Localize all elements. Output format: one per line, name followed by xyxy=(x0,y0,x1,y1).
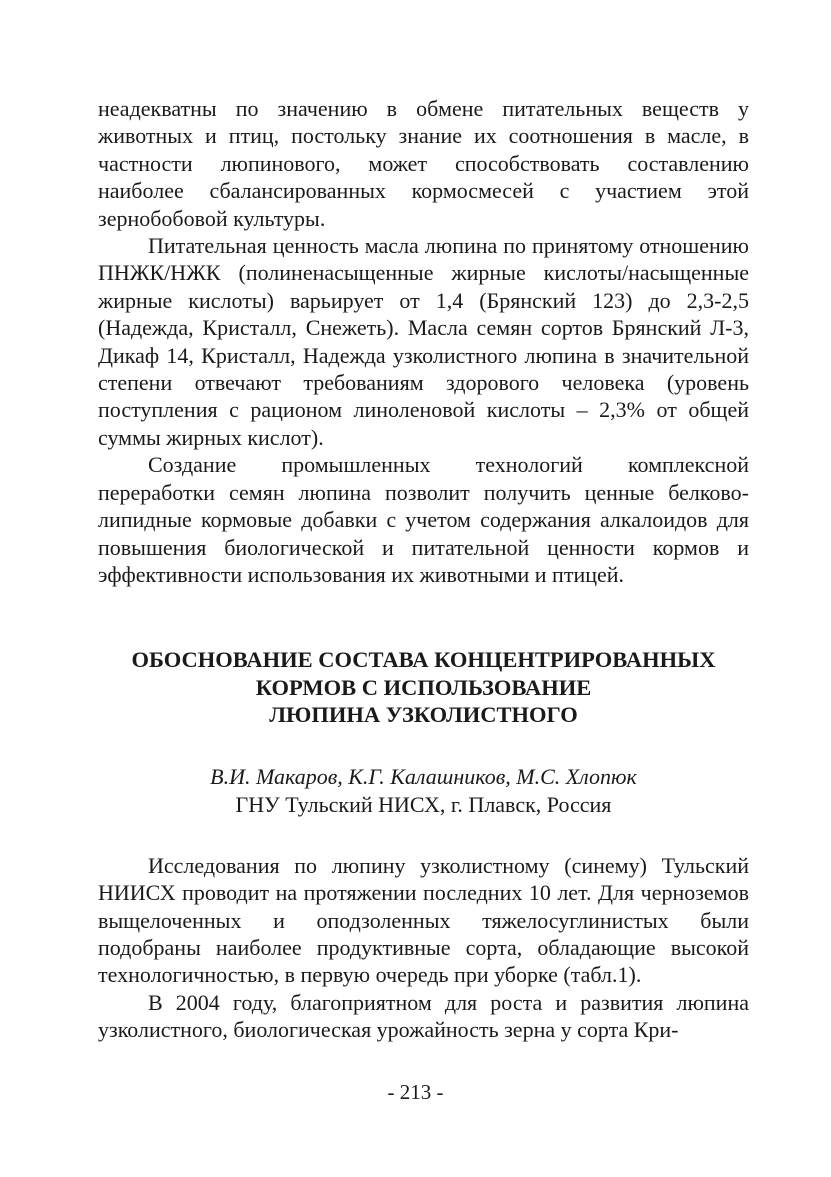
title-line-3: ЛЮПИНА УЗКОЛИСТНОГО xyxy=(269,702,578,728)
page-content xyxy=(98,95,749,1044)
affiliation: ГНУ Тульский НИСХ, г. Плавск, Россия xyxy=(235,791,612,817)
title-line-2: КОРМОВ С ИСПОЛЬЗОВАНИЕ xyxy=(255,674,592,700)
paragraph-research: Исследования по люпину узколистному (синему) Тульский НИИСХ проводит на протяжении последних 10 лет. Для черноземов выщелоченных и оподзоленных тяжелосуглинистых были подобраны наиболее продуктивные сорта, обладающие высокой технологичностью, в первую очередь при уборке (табл.1). xyxy=(98,852,749,988)
paragraph-2004-year: В 2004 году, благоприятном для роста и развития люпина узколистного, биологическая урожайность зерна у сорта Кри- xyxy=(98,989,749,1043)
paragraph-continuation: неадекватны по значению в обмене питательных веществ у животных и птиц, постольку знание их соотношения в масле, в частности люпинового, может способствовать составлению наиболее сбалансированных кормосмесей с участием этой зернобобовой культуры. xyxy=(98,96,749,231)
article-title xyxy=(98,646,749,729)
paragraph-nutritional-value: Питательная ценность масла люпина по принятому отношению ПНЖК/НЖК (полиненасыщенные жирные кислоты/насыщенные жирные кислоты) варьирует от 1,4 (Брянский 123) до 2,3-2,5 (Надежда, Кристалл, Снежеть). Масла семян сортов Брянский Л-3, Дикаф 14, Кристалл, Надежда узколистного люпина в значительной степени отвечают требованиям здорового человека (уровень поступления с рационом линоленовой кислоты – 2,3% от общей суммы жирных кислот). xyxy=(98,233,749,450)
authors: В.И. Макаров, К.Г. Калашников, М.С. Хлопюк xyxy=(210,763,637,789)
title-line-1: ОБОСНОВАНИЕ СОСТАВА КОНЦЕНТРИРОВАННЫХ xyxy=(131,647,716,673)
page-number: - 213 - xyxy=(387,1080,444,1104)
paragraph-industrial-technologies: Создание промышленных технологий комплексной переработки семян люпина позволит получить ценные белково-липидные кормовые добавки с учетом содержания алкалоидов для повышения биологической и питательной ценности кормов и эффективности использования их животными и птицей. xyxy=(98,452,749,587)
